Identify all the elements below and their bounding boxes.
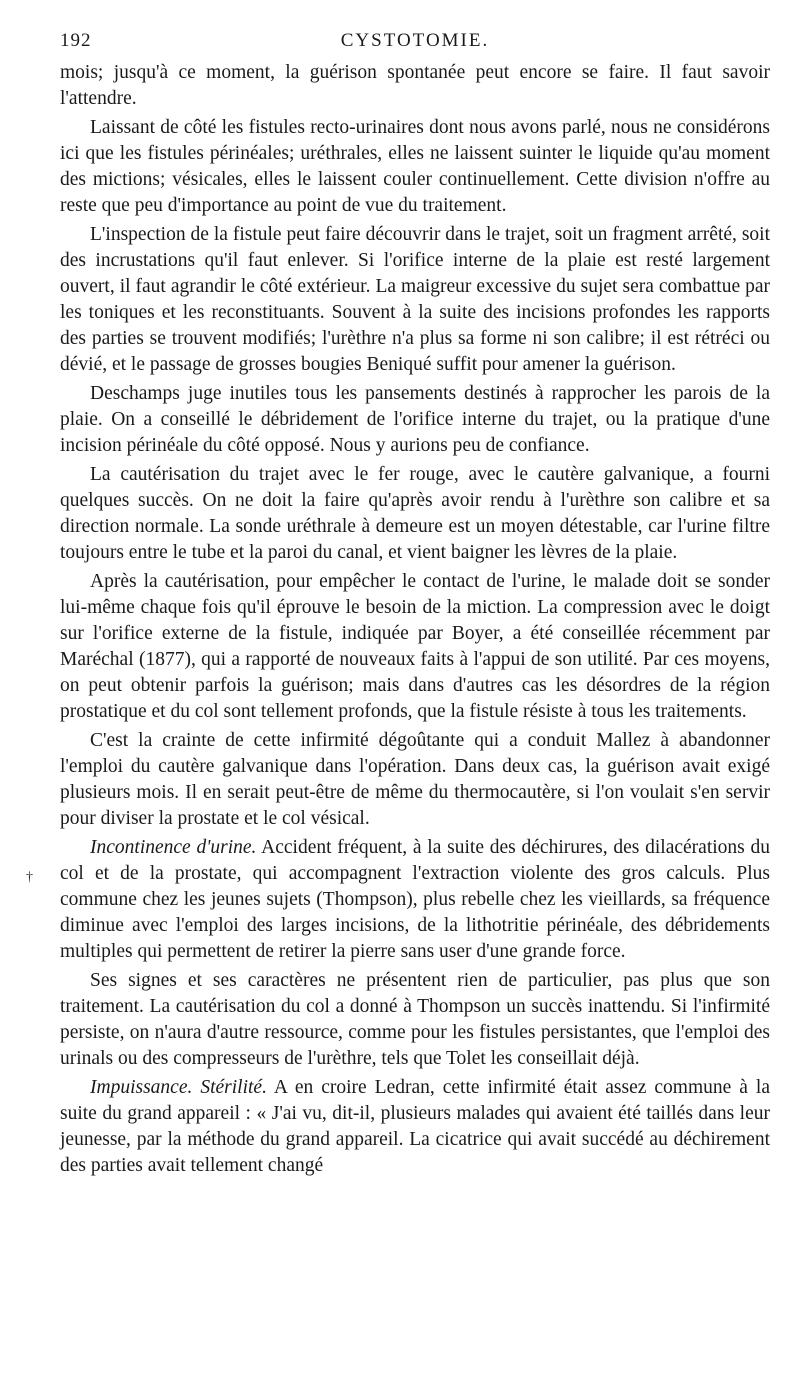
running-title: CYSTOTOMIE. xyxy=(340,30,490,51)
page-number: 192 xyxy=(60,30,92,51)
paragraph-continuation xyxy=(60,60,770,112)
body-text xyxy=(60,60,770,1179)
paragraph-text: Laissant de côté les fistules recto-urinaires dont nous avons parlé, nous ne considérons ici que les fistules périnéales; uréthrales, elles ne laissent suinter le liquide qu'au moment des mictions; vésicales, elles le laissent couler continuellement. Cette division n'offre au reste que peu d'importance au point de vue du traitement. xyxy=(60,117,770,216)
paragraph-impuissance xyxy=(60,1075,770,1179)
book-page xyxy=(60,28,770,1182)
paragraph-cauterisation xyxy=(60,462,770,566)
paragraph-text: Deschamps juge inutiles tous les pansements destinés à rapprocher les parois de la plaie. On a conseillé le débridement de l'orifice interne du trajet, ou la pratique d'une incision périnéale du côté opposé. Nous y aurions peu de confiance. xyxy=(60,383,770,456)
paragraph-fistula-types xyxy=(60,115,770,219)
paragraph-text: L'inspection de la fistule peut faire découvrir dans le trajet, soit un fragment arrêté, soit des incrustations qu'il faut enlever. Si l'orifice interne de la plaie est resté largement ouvert, il faut agrandir le côté extérieur. La maigreur excessive du sujet sera combattue par les toniques et les reconstituants. Souvent à la suite des incisions profondes les rapports des parties se trouvent modifiés; l'urèthre n'a plus sa forme ni son calibre; il est rétréci ou dévié, et le passage de grosses bougies Beniqué suffit pour amener la guérison. xyxy=(60,224,770,375)
paragraph-text: Après la cautérisation, pour empêcher le contact de l'urine, le malade doit se sonder lui-même chaque fois qu'il éprouve le besoin de la miction. La compression avec le doigt sur l'orifice externe de la fistule, indiquée par Boyer, a été conseillée récemment par Maréchal (1877), qui a rapporté de nouveaux faits à l'appui de son utilité. Par ces moyens, on peut obtenir parfois la guérison; mais dans d'autres cas les désordres de la région prostatique et du col sont tellement profonds, que la fistule résiste à tous les traitements. xyxy=(60,571,770,722)
paragraph-text: Ses signes et ses caractères ne présentent rien de particulier, pas plus que son traitement. La cautérisation du col a donné à Thompson un succès inattendu. Si l'infirmité persiste, on n'aura d'autre ressource, comme pour les fistules persistantes, que l'emploi des urinals ou des compresseurs de l'urèthre, tels que Tolet les conseillait déjà. xyxy=(60,970,770,1069)
paragraph-mallez xyxy=(60,728,770,832)
paragraph-text: Accident fréquent, à la suite des déchirures, des dilacérations du col et de la prostate, qui accompagnent l'extraction violente des gros calculs. Plus commune chez les jeunes sujets (Thompson), plus rebelle chez les vieillards, sa fréquence diminue avec l'emploi des larges incisions, de la lithotritie périnéale, des débridements multiples qui permettent de retirer la pierre sans user d'une grande force. xyxy=(60,837,771,962)
paragraph-text: A en croire Ledran, cette infirmité était assez commune à la suite du grand appareil : « J'ai vu, dit-il, plusieurs malades qui avaient été taillés dans leur jeunesse, par la méthode du grand appareil. La cicatrice qui avait succédé au déchirement des parties avait tellement changé xyxy=(60,1077,770,1176)
paragraph-fistula-inspection xyxy=(60,222,770,378)
run-in-heading-incontinence: Incontinence d'urine. xyxy=(90,837,257,858)
running-head xyxy=(60,28,770,60)
paragraph-after-cauterisation xyxy=(60,569,770,725)
paragraph-text: mois; jusqu'à ce moment, la guérison spontanée peut encore se faire. Il faut savoir l'attendre. xyxy=(60,62,770,109)
paragraph-text: C'est la crainte de cette infirmité dégoûtante qui a conduit Mallez à abandonner l'emploi du cautère galvanique dans l'opération. Dans deux cas, la guérison avait exigé plusieurs mois. Il en serait peut-être de même du thermocautère, si l'on voulait s'en servir pour diviser la prostate et le col vésical. xyxy=(60,730,770,829)
paragraph-signs xyxy=(60,968,770,1072)
paragraph-incontinence xyxy=(60,835,770,965)
margin-mark-icon: † xyxy=(26,870,33,885)
paragraph-text: La cautérisation du trajet avec le fer rouge, avec le cautère galvanique, a fourni quelques succès. On ne doit la faire qu'après avoir rendu à l'urèthre son calibre et sa direction normale. La sonde uréthrale à demeure est un moyen détestable, car l'urine filtre toujours entre le tube et la paroi du canal, et vient baigner les lèvres de la plaie. xyxy=(60,464,770,563)
run-in-heading-impuissance: Impuissance. Stérilité. xyxy=(90,1077,267,1098)
paragraph-deschamps xyxy=(60,381,770,459)
